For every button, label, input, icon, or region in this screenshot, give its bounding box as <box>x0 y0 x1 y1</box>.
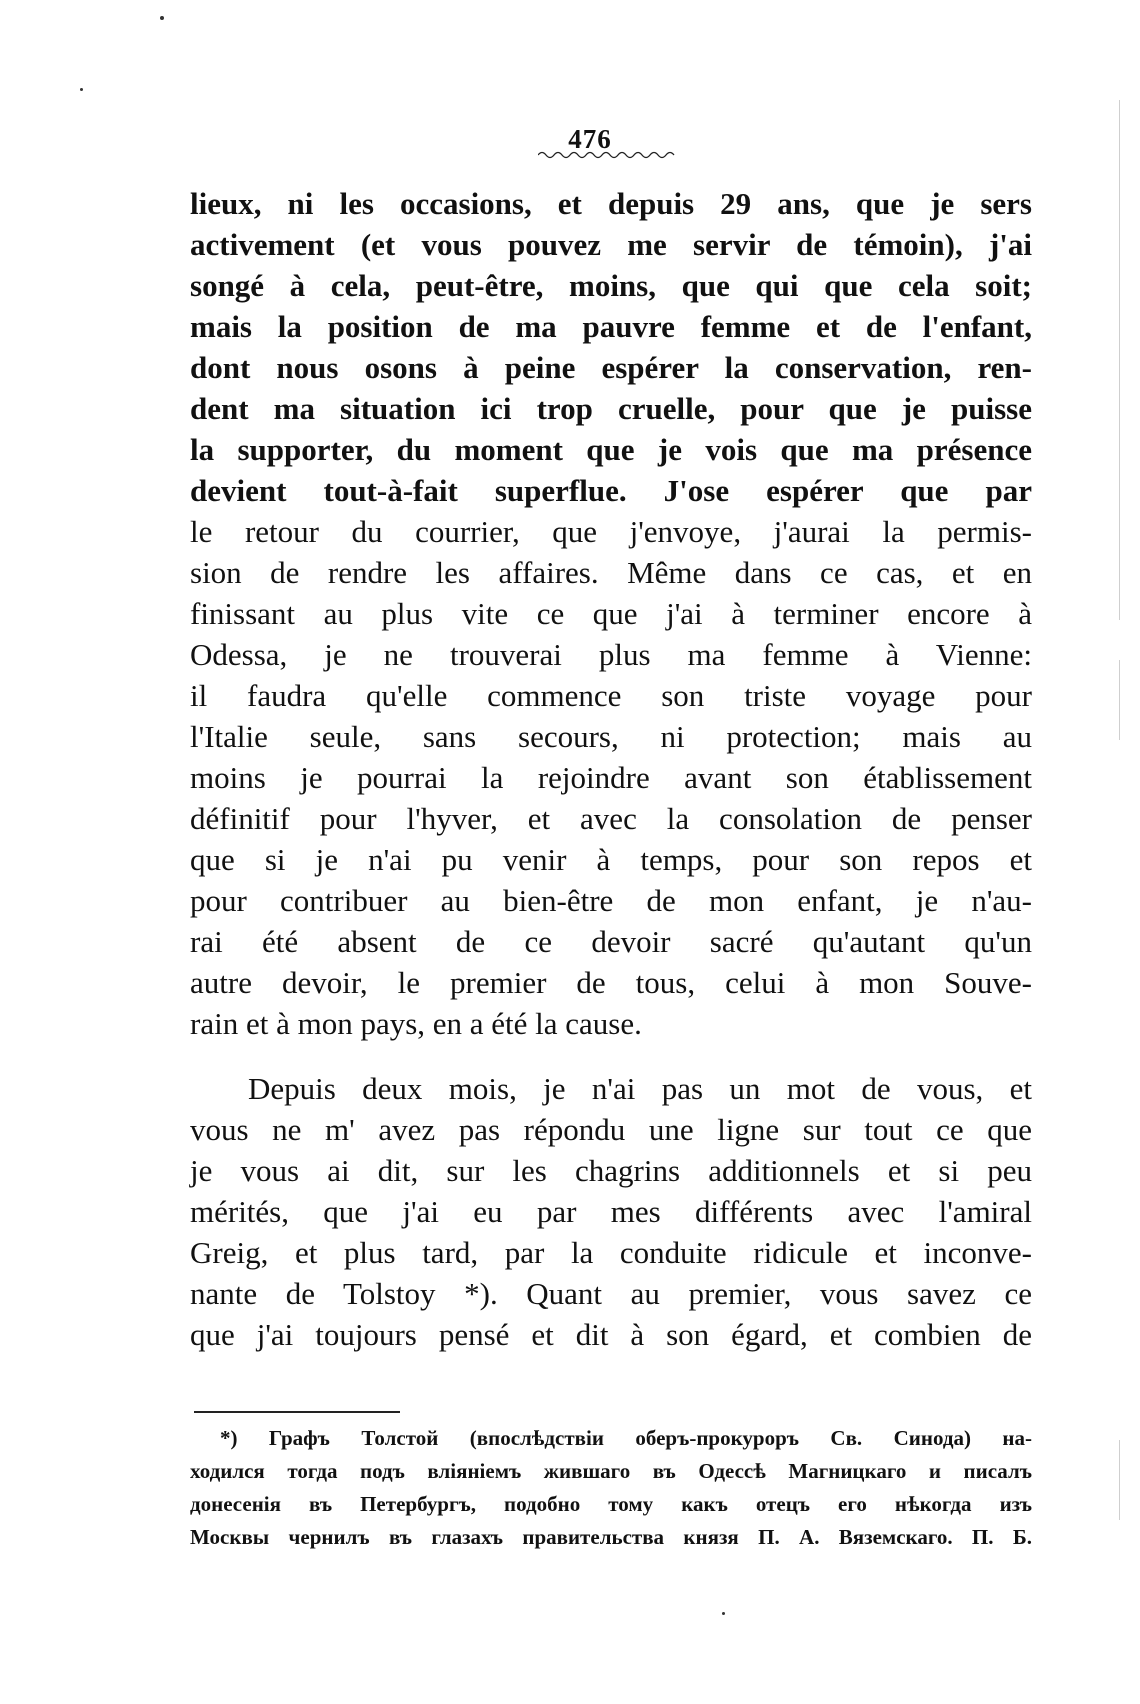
text-line: l'Italie seule, sans secours, ni protection; mais au <box>190 719 1032 754</box>
footnote-line: Москвы чернилъ въ глазахъ правительства князя П. А. Вяземскаго. П. Б. <box>190 1525 1032 1549</box>
text-line: la supporter, du moment que je vois que ma présence <box>190 432 1032 467</box>
text-line: le retour du courrier, que j'envoye, j'aurai la permis- <box>190 514 1032 549</box>
main-text <box>190 183 1032 1355</box>
text-line: Odessa, je ne trouverai plus ma femme à Vienne: <box>190 637 1032 672</box>
text-line: pour contribuer au bien-être de mon enfant, je n'au- <box>190 883 1032 918</box>
scan-margin-line <box>1119 660 1120 740</box>
text-line: je vous ai dit, sur les chagrins additionnels et si peu <box>190 1153 1032 1188</box>
text-line: finissant au plus vite ce que j'ai à terminer encore à <box>190 596 1032 631</box>
page-number: 476 <box>568 124 612 154</box>
text-line: nante de Tolstoy *). Quant au premier, vous savez ce <box>190 1276 1032 1311</box>
text-line: Depuis deux mois, je n'ai pas un mot de vous, et <box>248 1071 1032 1106</box>
text-line: sion de rendre les affaires. Même dans ce cas, et en <box>190 555 1032 590</box>
text-line: rain et à mon pays, en a été la cause. <box>190 1006 642 1041</box>
paragraph-1 <box>190 183 1032 1044</box>
footnote-line: *) Графъ Толстой (впослѣдствіи оберъ-прокуроръ Св. Синода) на- <box>220 1426 1032 1450</box>
text-line: définitif pour l'hyver, et avec la consolation de penser <box>190 801 1032 836</box>
text-line: Greig, et plus tard, par la conduite ridicule et inconve- <box>190 1235 1032 1270</box>
text-line: songé à cela, peut-être, moins, que qui que cela soit; <box>190 268 1032 303</box>
footnote-line: ходился тогда подъ вліяніемъ жившаго въ Одессѣ Магницкаго и писалъ <box>190 1459 1032 1483</box>
text-line: devient tout-à-fait superflue. J'ose espérer que par <box>190 473 1032 508</box>
scan-speck <box>80 88 83 91</box>
scan-margin-line <box>1119 100 1120 620</box>
text-line: mérités, que j'ai eu par mes différents avec l'amiral <box>190 1194 1032 1229</box>
text-line: il faudra qu'elle commence son triste voyage pour <box>190 678 1032 713</box>
text-line: mais la position de ma pauvre femme et de l'enfant, <box>190 309 1032 344</box>
scan-margin-line <box>1119 1440 1120 1520</box>
footnote-line: донесенія въ Петербургъ, подобно тому какъ отецъ его нѣкогда изъ <box>190 1492 1032 1516</box>
text-line: activement (et vous pouvez me servir de témoin), j'ai <box>190 227 1032 262</box>
scan-speck <box>160 16 164 20</box>
text-line: autre devoir, le premier de tous, celui à mon Souve- <box>190 965 1032 1000</box>
paragraph-gap <box>190 1044 1032 1068</box>
paragraph-2 <box>190 1068 1032 1355</box>
text-line: vous ne m' avez pas répondu une ligne sur tout ce que <box>190 1112 1032 1147</box>
text-line: moins je pourrai la rejoindre avant son établissement <box>190 760 1032 795</box>
text-line: lieux, ni les occasions, et depuis 29 ans, que je sers <box>190 186 1032 221</box>
text-line: que j'ai toujours pensé et dit à son égard, et combien de <box>190 1317 1032 1352</box>
footnote <box>190 1422 1032 1554</box>
text-line: que si je n'ai pu venir à temps, pour son repos et <box>190 842 1032 877</box>
text-line: rai été absent de ce devoir sacré qu'autant qu'un <box>190 924 1032 959</box>
text-line: dent ma situation ici trop cruelle, pour que je puisse <box>190 391 1032 426</box>
text-line: dont nous osons à peine espérer la conservation, ren- <box>190 350 1032 385</box>
footnote-separator <box>194 1411 400 1413</box>
scan-speck <box>722 1612 725 1615</box>
wavy-underline-ornament <box>538 150 678 160</box>
